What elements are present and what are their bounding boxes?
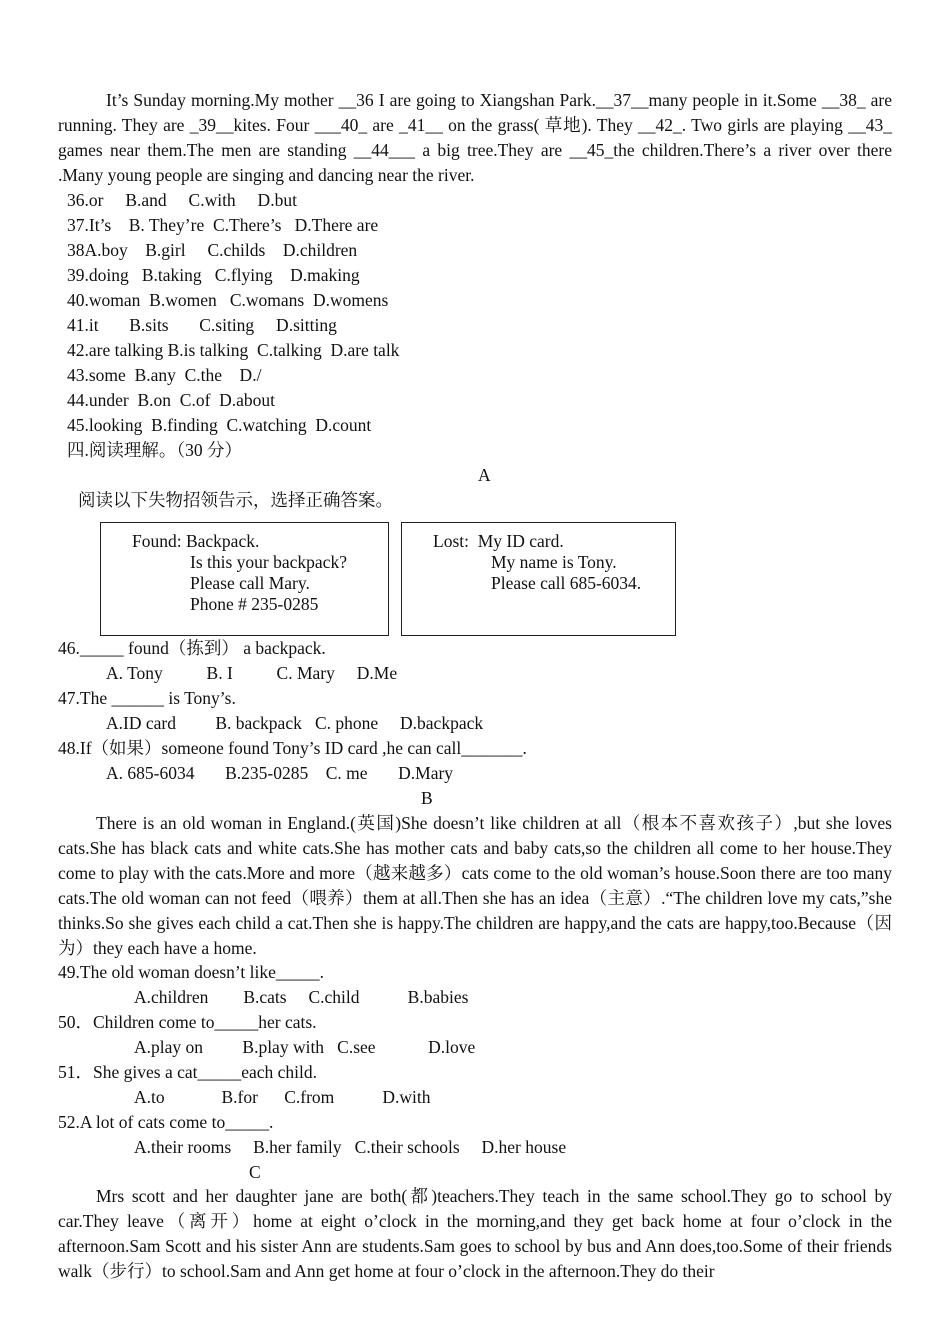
passage-b: There is an old woman in England.(英国)She doesn’t like children at all（根本不喜欢孩子）,but she loves cats.She has black cats and white cats.She has mother cats and baby cats,so the children all come to her house.They come to play with the cats.More and more（越来越多）cats come to the old woman’s house.Soon there are too many cats.The old woman can not feed（喂养）them at all.Then she has an idea（主意）.“The children love my cats,”she thinks.So she gives each child a cat.Then she is happy.The children are happy,and the cats are happy,too.Because（因为）they each have a home. (58, 813, 892, 958)
question-49-options: A.children B.cats C.child B.babies (134, 987, 469, 1007)
question-51: 51．She gives a cat_____each child. (58, 1062, 318, 1082)
question-48-options: A. 685-6034 B.235-0285 C. me D.Mary (106, 763, 454, 783)
question-40: 40.woman B.women C.womans D.womens (67, 290, 389, 310)
question-44: 44.under B.on C.of D.about (67, 390, 276, 410)
question-47: 47.The ______ is Tony’s. (58, 688, 236, 708)
question-45: 45.looking B.finding C.watching D.count (67, 415, 372, 435)
found-notice-line-1: Found: Backpack. (132, 531, 260, 551)
question-52-options: A.their rooms B.her family C.their schools D.her house (134, 1137, 567, 1157)
found-notice-line-3: Please call Mary. (190, 573, 310, 593)
lost-notice-line-3: Please call 685-6034. (491, 573, 642, 593)
question-46-options: A. Tony B. I C. Mary D.Me (106, 663, 398, 683)
lost-notice-line-1: Lost: My ID card. (433, 531, 564, 551)
lost-notice-line-2: My name is Tony. (491, 552, 617, 572)
question-49: 49.The old woman doesn’t like_____. (58, 962, 325, 982)
question-51-options: A.to B.for C.from D.with (134, 1087, 431, 1107)
question-41: 41.it B.sits C.siting D.sitting (67, 315, 337, 335)
question-39: 39.doing B.taking C.flying D.making (67, 265, 360, 285)
question-47-options: A.ID card B. backpack C. phone D.backpack (106, 713, 484, 733)
question-37: 37.It’s B. They’re C.There’s D.There are (67, 215, 379, 235)
passage-c-label: C (249, 1162, 261, 1182)
section-heading: 四.阅读理解。（30 分） (67, 440, 242, 460)
question-38: 38A.boy B.girl C.childs D.children (67, 240, 358, 260)
passage-a-instruction: 阅读以下失物招领告示，选择正确答案。 (78, 490, 393, 510)
passage-c: Mrs scott and her daughter jane are both(都)teachers.They teach in the same school.They go to school by car.They leave（离开）home at eight o’clock in the morning,and they get back home at four o’clock in the afternoon.Sam Scott and his sister Ann are students.Sam goes to school by bus and Ann does,too.Some of their friends walk（步行）to school.Sam and Ann get home at four o’clock in the afternoon.They do their (58, 1186, 892, 1281)
question-46: 46._____ found（拣到） a backpack. (58, 638, 326, 658)
passage-b-label: B (421, 788, 433, 808)
question-50: 50．Children come to_____her cats. (58, 1012, 317, 1032)
cloze-passage: It’s Sunday morning.My mother __36 I are going to Xiangshan Park.__37__many people in it.Some __38_ are running. They are _39__kites. Four ___40_ are _41__ on the grass( 草地). They __42_. Two girls are playing __43_ games near them.The men are standing __44___ a big tree.They are __45_the children.There’s a river over there .Many young people are singing and dancing near the river. (58, 90, 892, 185)
lost-notice (401, 522, 676, 636)
passage-a-label: A (478, 465, 491, 485)
question-48: 48.If（如果）someone found Tony’s ID card ,he can call_______. (58, 738, 527, 758)
question-43: 43.some B.any C.the D./ (67, 365, 262, 385)
found-notice (100, 522, 389, 636)
question-50-options: A.play on B.play with C.see D.love (134, 1037, 476, 1057)
question-36: 36.or B.and C.with D.but (67, 190, 297, 210)
question-52: 52.A lot of cats come to_____. (58, 1112, 274, 1132)
found-notice-line-4: Phone # 235-0285 (190, 594, 319, 614)
found-notice-line-2: Is this your backpack? (190, 552, 347, 572)
question-42: 42.are talking B.is talking C.talking D.are talk (67, 340, 400, 360)
